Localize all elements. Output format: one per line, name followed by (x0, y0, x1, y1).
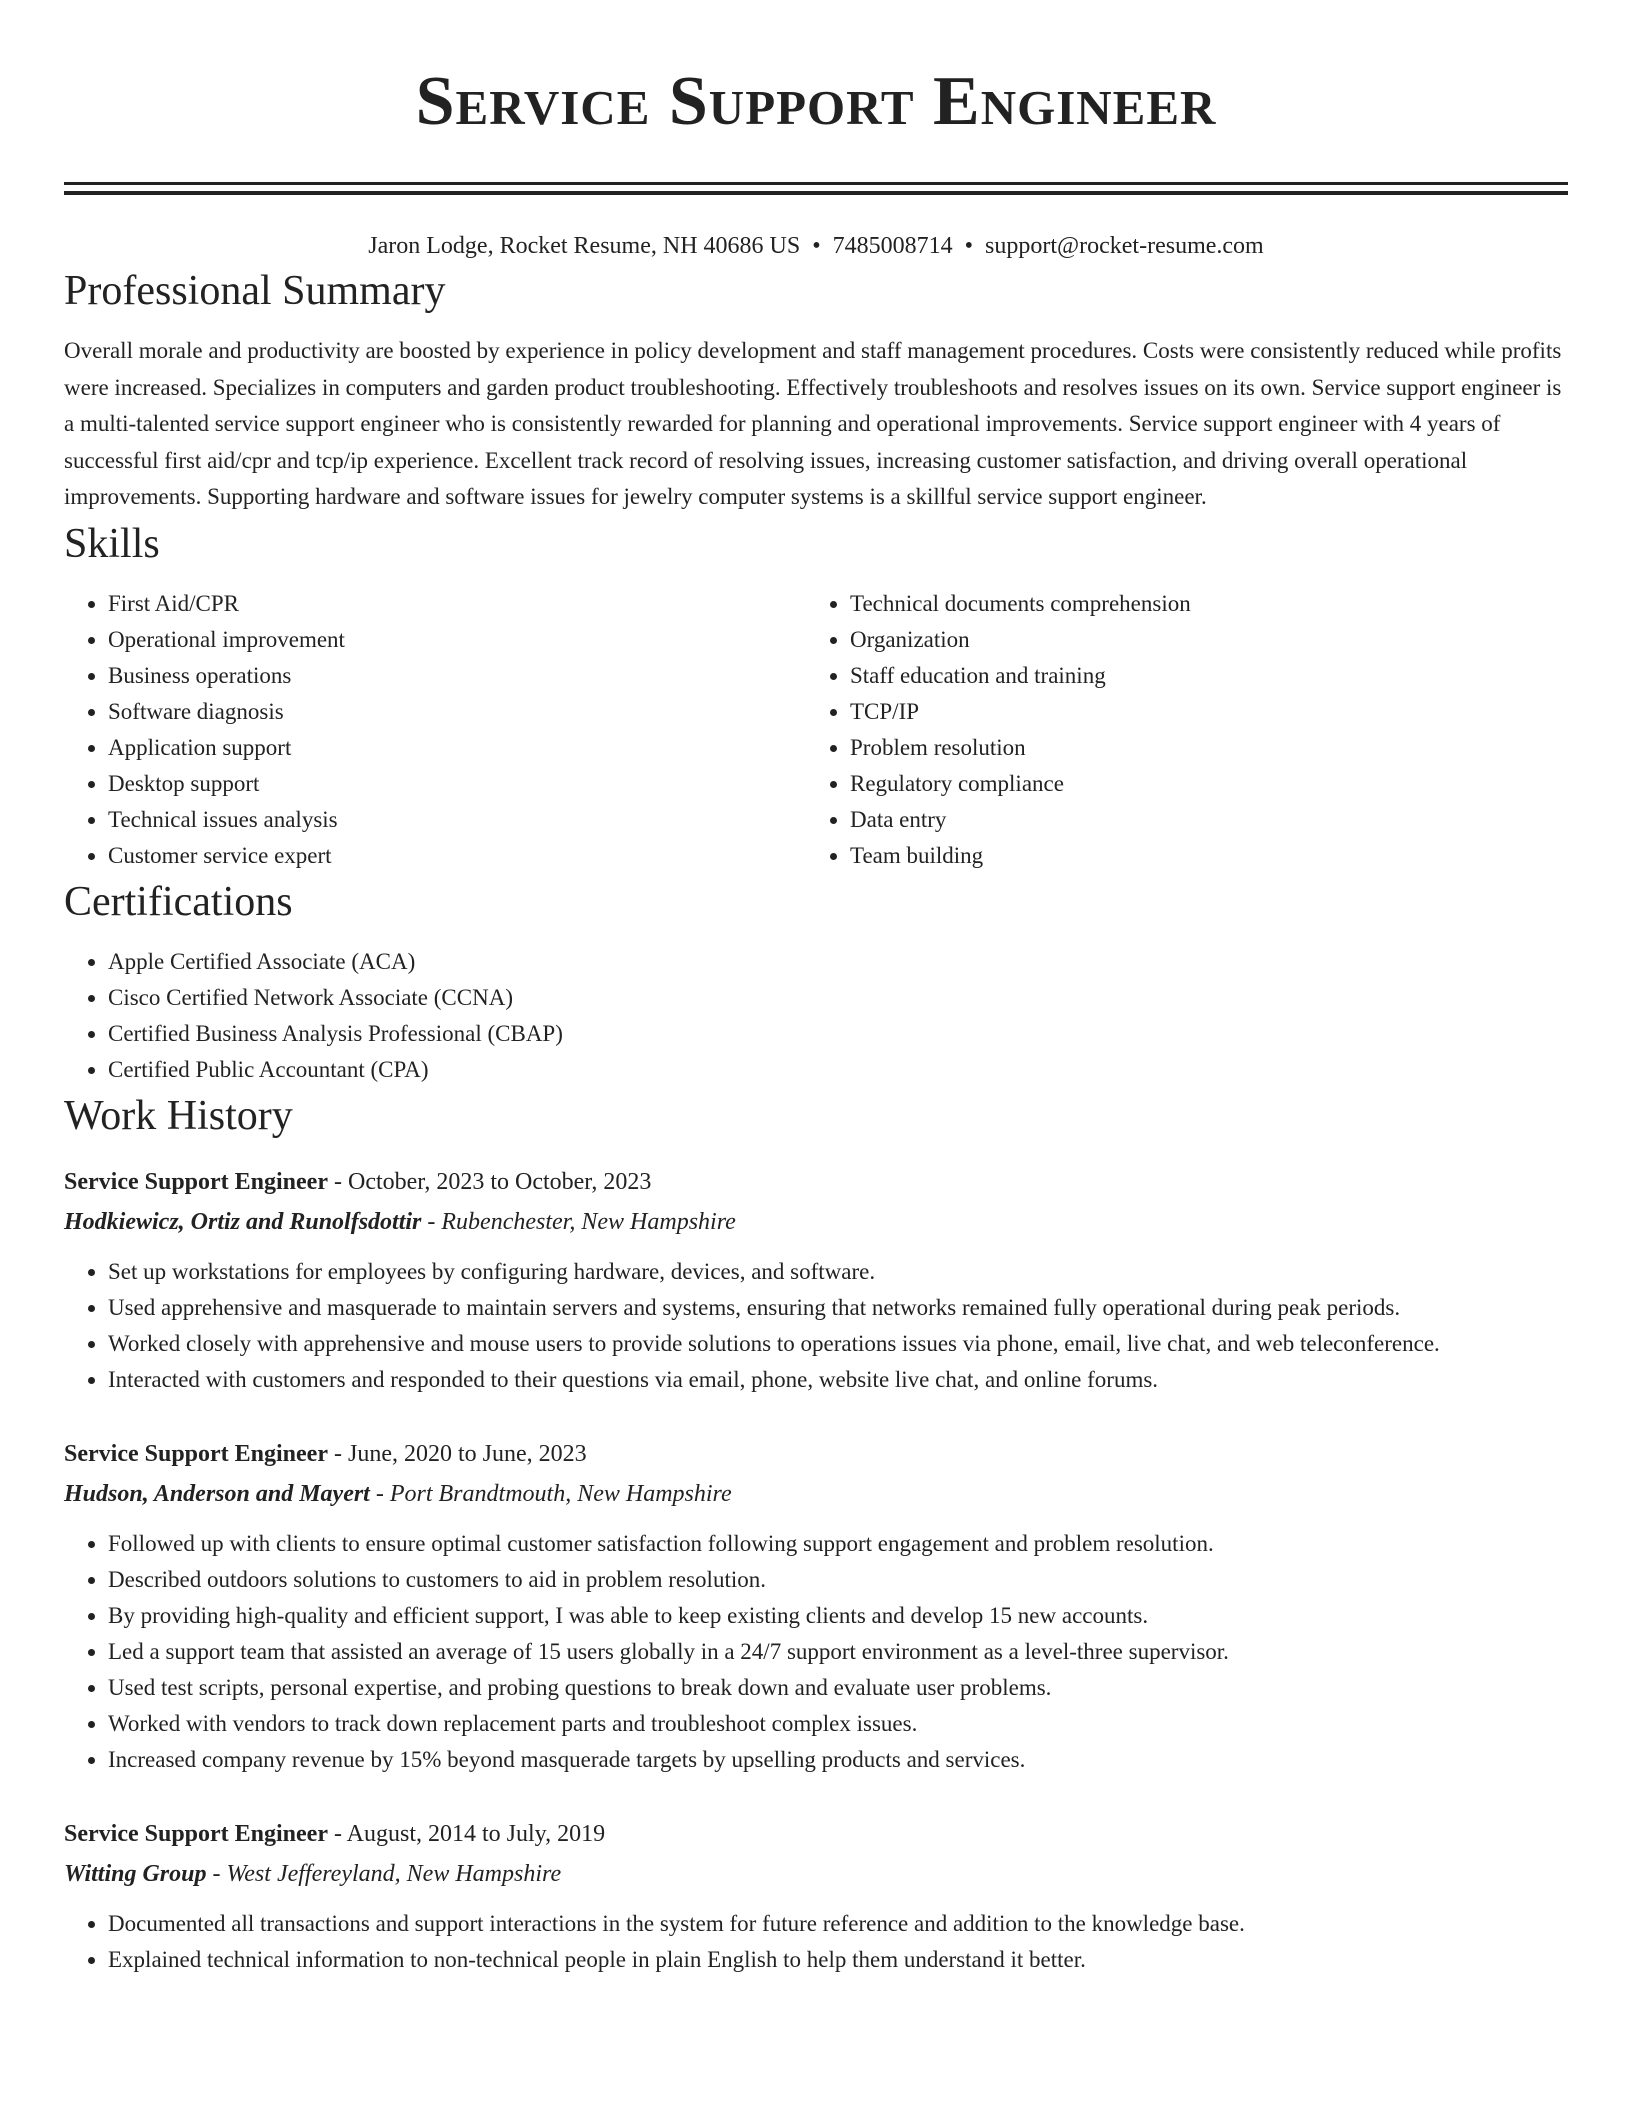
certifications-heading: Certifications (64, 878, 293, 925)
job-bullet: • Explained technical information to non-technical people in plain English to help them understand it better. (108, 1942, 1568, 1978)
job-bullet: • By providing high-quality and efficient support, I was able to keep existing clients and develop 15 new accounts. (108, 1598, 1568, 1634)
job-bullet: • Used test scripts, personal expertise, and probing questions to break down and evaluate user problems. (108, 1670, 1568, 1706)
title-rule-bottom (64, 191, 1568, 195)
job-company-line (64, 1202, 1568, 1242)
skill-item: • Technical issues analysis (108, 802, 806, 838)
skill-item: • Desktop support (108, 766, 806, 802)
job-bullet: • Worked with vendors to track down replacement parts and troubleshoot complex issues. (108, 1706, 1568, 1742)
skill-item: • Application support (108, 730, 806, 766)
skill-item: • TCP/IP (850, 694, 1548, 730)
certifications-block (64, 944, 1568, 1088)
skill-item: • Data entry (850, 802, 1548, 838)
job-title-line (64, 1814, 1568, 1854)
job-bullet: • Interacted with customers and responded to their questions via email, phone, website live chat, and online forums. (108, 1362, 1568, 1398)
job-location: - West Jeffereyland, New Hampshire (206, 1860, 562, 1887)
job-bullet: • Led a support team that assisted an average of 15 users globally in a 24/7 support environment as a level-three supervisor. (108, 1634, 1568, 1670)
certification-item: • Apple Certified Associate (ACA) (108, 944, 1568, 980)
job-location: - Rubenchester, New Hampshire (421, 1208, 736, 1235)
job-entry (64, 1162, 1568, 1398)
job-title-line (64, 1162, 1568, 1202)
certifications-list (64, 944, 1568, 1088)
skill-item: • Business operations (108, 658, 806, 694)
job-dates: - June, 2020 to June, 2023 (328, 1440, 587, 1467)
job-bullet: • Used apprehensive and masquerade to maintain servers and systems, ensuring that networks remained fully operational during peak periods. (108, 1290, 1568, 1326)
job-dates: - October, 2023 to October, 2023 (328, 1168, 652, 1195)
job-company: Hodkiewicz, Ortiz and Runolfsdottir (64, 1208, 422, 1235)
skill-item: • Software diagnosis (108, 694, 806, 730)
summary-heading: Professional Summary (64, 268, 446, 314)
skill-item: • Organization (850, 622, 1548, 658)
contact-phone: 7485008714 (832, 233, 953, 259)
contact-line (64, 229, 1568, 263)
title-rule-top (64, 182, 1568, 185)
job-bullet: • Increased company revenue by 15% beyond masquerade targets by upselling products and services. (108, 1742, 1568, 1778)
skill-item: • Customer service expert (108, 838, 806, 874)
work-history-heading: Work History (64, 1092, 293, 1139)
skill-item: • Team building (850, 838, 1548, 874)
certification-item: • Cisco Certified Network Associate (CCNA) (108, 980, 1568, 1016)
skills-column-left (64, 586, 806, 874)
job-title: Service Support Engineer (64, 1440, 328, 1467)
job-location: - Port Brandtmouth, New Hampshire (369, 1480, 732, 1507)
job-company-line (64, 1474, 1568, 1514)
job-company-line (64, 1854, 1568, 1894)
contact-separator: • (964, 233, 974, 259)
skill-item: • Technical documents comprehension (850, 586, 1548, 622)
job-dates: - August, 2014 to July, 2019 (328, 1820, 606, 1847)
skill-item: • Operational improvement (108, 622, 806, 658)
job-bullet: • Followed up with clients to ensure optimal customer satisfaction following support engagement and problem resolution. (108, 1526, 1568, 1562)
job-title: Service Support Engineer (64, 1168, 328, 1195)
job-company: Hudson, Anderson and Mayert (64, 1480, 370, 1507)
contact-email: support@rocket-resume.com (985, 233, 1264, 259)
contact-address: Jaron Lodge, Rocket Resume, NH 40686 US (368, 233, 801, 259)
skills-heading: Skills (64, 520, 160, 567)
skills-columns (64, 586, 1568, 874)
certification-item: • Certified Business Analysis Professional (CBAP) (108, 1016, 1568, 1052)
job-title: Service Support Engineer (64, 1820, 328, 1847)
skill-item: • Staff education and training (850, 658, 1548, 694)
job-entry (64, 1814, 1568, 1978)
skills-list-left (64, 586, 806, 874)
job-bullet: • Described outdoors solutions to customers to aid in problem resolution. (108, 1562, 1568, 1598)
skills-column-right (806, 586, 1548, 874)
skill-item: • First Aid/CPR (108, 586, 806, 622)
job-bullets (64, 1526, 1568, 1778)
job-entry (64, 1434, 1568, 1778)
job-bullets (64, 1254, 1568, 1398)
resume-title: Service Support Engineer (415, 63, 1217, 140)
job-bullets (64, 1906, 1568, 1978)
job-bullet: • Documented all transactions and support interactions in the system for future reference and addition to the knowledge base. (108, 1906, 1568, 1942)
job-company: Witting Group (64, 1860, 207, 1887)
skill-item: • Regulatory compliance (850, 766, 1548, 802)
job-bullet: • Worked closely with apprehensive and mouse users to provide solutions to operations issues via phone, email, live chat, and web teleconference. (108, 1326, 1568, 1362)
certification-item: • Certified Public Accountant (CPA) (108, 1052, 1568, 1088)
summary-text: Overall morale and productivity are boosted by experience in policy development and staff management procedures. Costs were consistently reduced while profits were increased. Specializes in computers and garden product troubleshooting. Effectively troubleshoots and resolves issues on its own. Service support engineer is a multi-talented service support engineer who is consistently rewarded for planning and operational improvements. Service support engineer with 4 years of successful first aid/cpr and tcp/ip experience. Excellent track record of resolving issues, increasing customer satisfaction, and driving overall operational improvements. Supporting hardware and software issues for jewelry computer systems is a skillful service support engineer. (64, 338, 1562, 509)
contact-separator: • (812, 233, 821, 259)
skill-item: • Problem resolution (850, 730, 1548, 766)
job-title-line (64, 1434, 1568, 1474)
job-bullet: • Set up workstations for employees by configuring hardware, devices, and software. (108, 1254, 1568, 1290)
skills-list-right (806, 586, 1548, 874)
